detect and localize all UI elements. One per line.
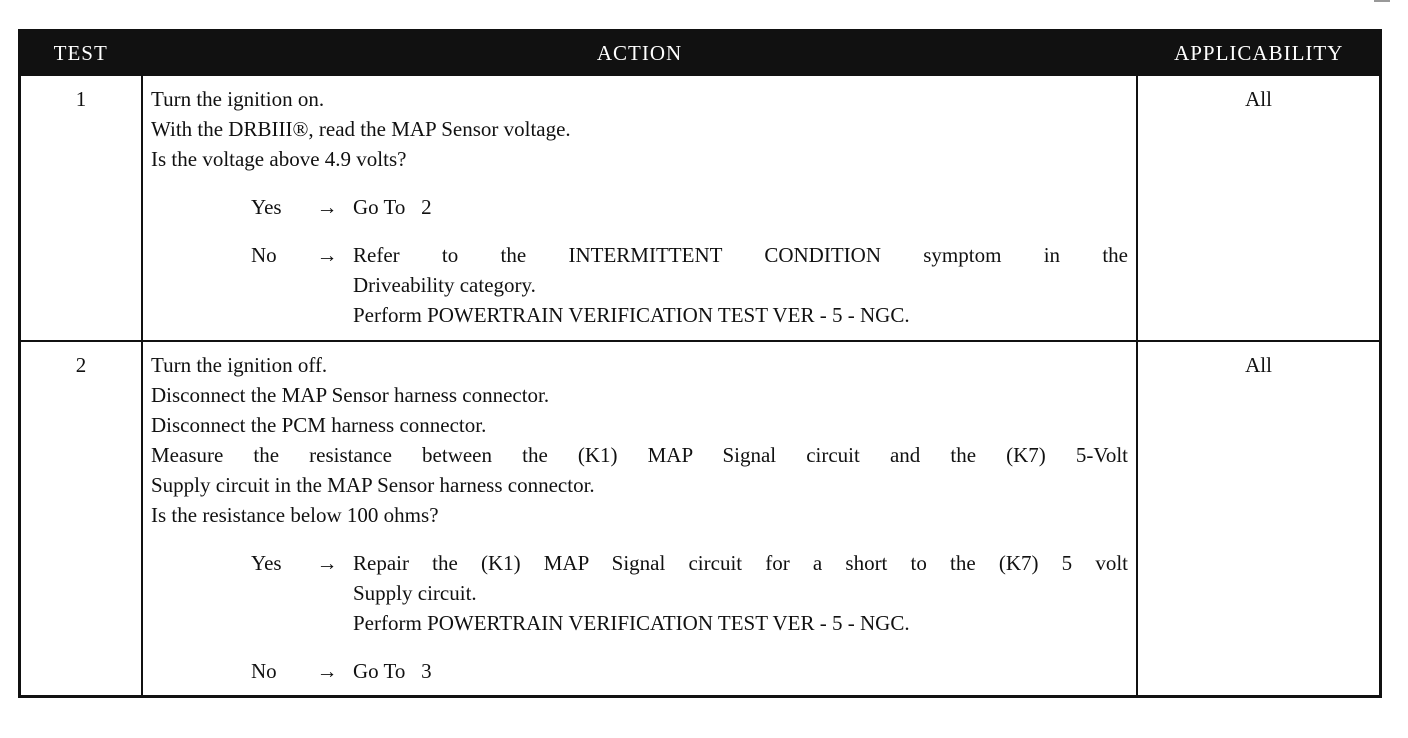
header-test: TEST bbox=[20, 31, 143, 76]
applicability-cell: All bbox=[1137, 341, 1381, 696]
step-line: Is the resistance below 100 ohms? bbox=[151, 503, 439, 527]
step-line: Is the voltage above 4.9 volts? bbox=[151, 147, 407, 171]
result-line: Supply circuit. bbox=[353, 581, 477, 605]
result-yes bbox=[251, 548, 1128, 638]
answer-label: No bbox=[251, 243, 277, 267]
result-line: Refer to the INTERMITTENT CONDITION symptom in the bbox=[353, 243, 1128, 267]
result-no bbox=[251, 656, 1128, 686]
answer-label: No bbox=[251, 659, 277, 683]
step-line: With the DRBIII®, read the MAP Sensor voltage. bbox=[151, 117, 571, 141]
step-line: Turn the ignition on. bbox=[151, 87, 325, 111]
step-line: Disconnect the PCM harness connector. bbox=[151, 413, 487, 437]
arrow-icon: → bbox=[316, 551, 338, 575]
result-yes bbox=[251, 192, 1128, 222]
table-row bbox=[20, 341, 1381, 696]
result-text bbox=[353, 192, 1128, 222]
result-text bbox=[353, 240, 1128, 330]
arrow-icon: → bbox=[316, 243, 338, 267]
result-line: Perform POWERTRAIN VERIFICATION TEST VER - 5 - NGC. bbox=[353, 303, 910, 327]
answer-label: Yes bbox=[251, 551, 282, 575]
arrow-icon: → bbox=[316, 195, 338, 219]
step-list bbox=[151, 84, 1128, 174]
step-line: Supply circuit in the MAP Sensor harness connector. bbox=[151, 473, 595, 497]
header-applicability: APPLICABILITY bbox=[1137, 31, 1381, 76]
diagnostic-table bbox=[18, 29, 1382, 698]
result-line: Repair the (K1) MAP Signal circuit for a short to the (K7) 5 volt bbox=[353, 551, 1128, 575]
step-list bbox=[151, 350, 1128, 530]
header-row bbox=[20, 31, 1381, 76]
result-line: Driveability category. bbox=[353, 273, 536, 297]
result-line: Perform POWERTRAIN VERIFICATION TEST VER - 5 - NGC. bbox=[353, 611, 910, 635]
answer-label: Yes bbox=[251, 195, 282, 219]
result-line: Go To 2 bbox=[353, 195, 432, 219]
test-number: 2 bbox=[20, 341, 143, 696]
result-text bbox=[353, 656, 1128, 686]
action-cell bbox=[142, 341, 1137, 696]
step-line: Turn the ignition off. bbox=[151, 353, 328, 377]
header-action: ACTION bbox=[142, 31, 1137, 76]
action-cell bbox=[142, 75, 1137, 341]
applicability-cell: All bbox=[1137, 75, 1381, 341]
table-row bbox=[20, 75, 1381, 341]
result-no bbox=[251, 240, 1128, 330]
step-line: Measure the resistance between the (K1) MAP Signal circuit and the (K7) 5-Volt bbox=[151, 443, 1128, 467]
corner-mark bbox=[1374, 0, 1390, 2]
test-number: 1 bbox=[20, 75, 143, 341]
result-text bbox=[353, 548, 1128, 638]
step-line: Disconnect the MAP Sensor harness connector. bbox=[151, 383, 550, 407]
arrow-icon: → bbox=[316, 659, 338, 683]
result-line: Go To 3 bbox=[353, 659, 432, 683]
